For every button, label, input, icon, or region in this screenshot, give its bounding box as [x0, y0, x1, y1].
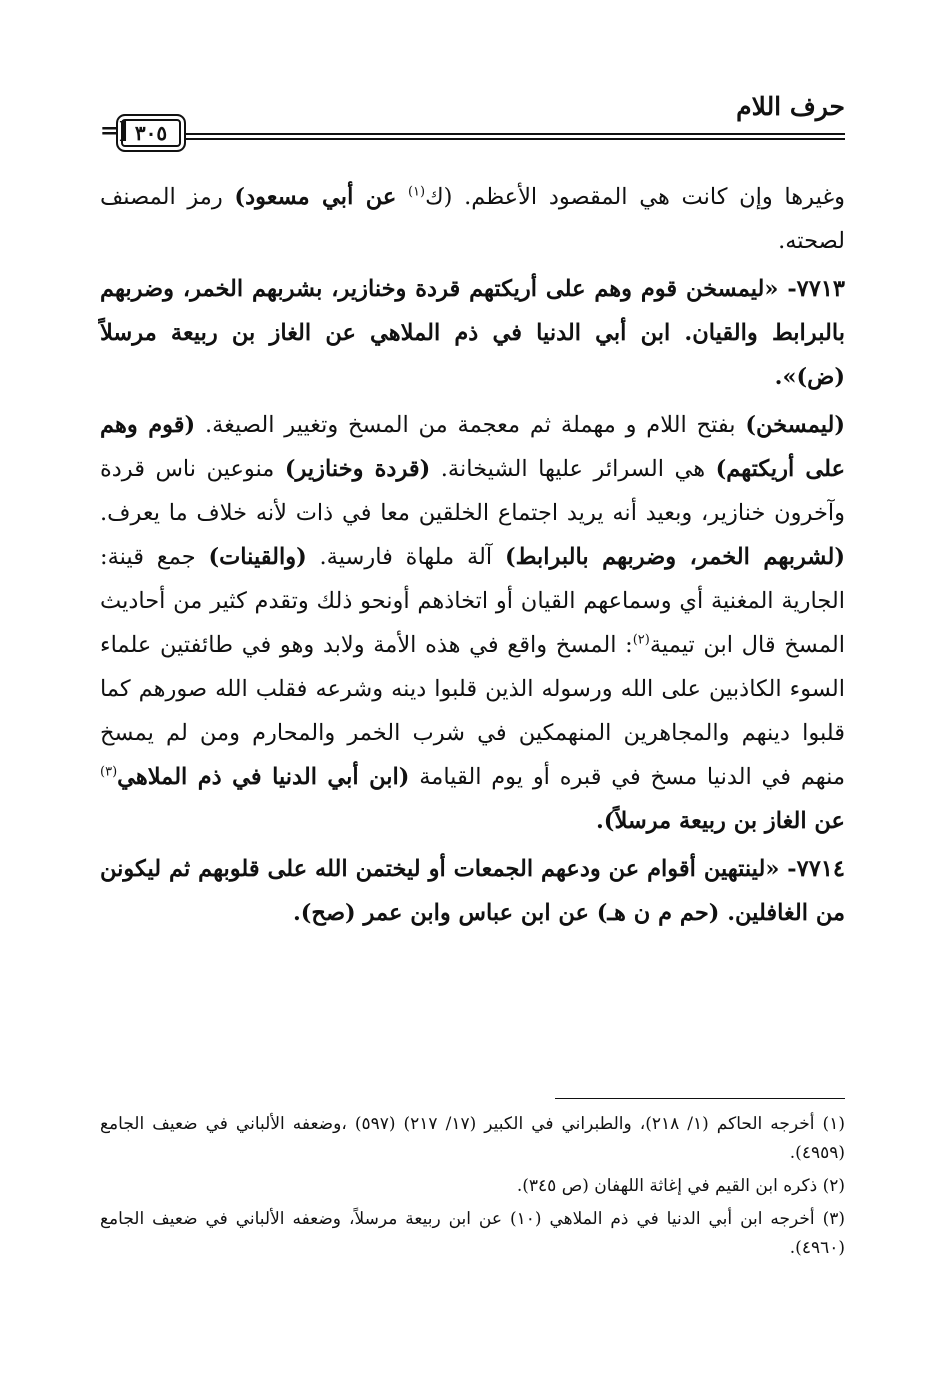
- footnote-ref-2: (٢): [632, 632, 650, 648]
- paragraph-1: وغيرها وإن كانت هي المقصود الأعظم. (ك$^{(١)}$ عن أبي مسعود) رمز المصنف لصحته.: [100, 184, 845, 254]
- page-number-ornament-icon: =]: [100, 118, 129, 144]
- footnote-ref-3: (٣): [100, 764, 118, 780]
- page-header: [100, 92, 845, 152]
- header-rule: [186, 133, 845, 135]
- footnote-ref-1: (١): [407, 184, 426, 200]
- paragraph-commentary: (ليمسخن) بفتح اللام و مهملة ثم معجمة من المسخ وتغيير الصيغة. (قوم وهم على أريكتهم) هي السرائر عليها الشيخانة. (قردة وخنازير) منوعين ناس قردة وآخرون خنازير، وبعيد أنه يريد اجتماع الخلقين معا في ذات لأنه خلاف ما يعرف. (لشربهم الخمر، وضربهم بالبرابط) آلة ملهاة فارسية. (والقينات) جمع قينة: الجارية المغنية أي وسماعهم القيان أو اتخاذهم أونحو ذلك وتقدم كثير من أحاديث المسخ قال ابن تيمية$^{(٢)}$: المسخ واقع في هذه الأمة ولابد وهو في طائفتين علماء السوء الكاذبين على الله ورسوله الذين قلبوا دينه وشرعه فقلب الله صورهم كما قلبوا دينهم والمجاهرين المنهمكين في شرب الخمر والمحارم ومن لم يمسخ منهم في الدنيا مسخ في قبره أو يوم القيامة (ابن أبي الدنيا في ذم الملاهي$^{(٣)}$ عن الغاز بن ربيعة مرسلاً).: [100, 412, 846, 834]
- footnote-separator: [555, 1098, 845, 1099]
- page-number: ٣٠٥: [116, 114, 186, 152]
- hadith-7714: ٧٧١٤- «لينتهين أقوام عن ودعهم الجمعات أو ليختمن الله على قلوبهم ثم ليكونن من الغافلين. (حم م ن هـ) عن ابن عباس وابن عمر (صح).: [100, 856, 845, 926]
- footnote-1: (١) أخرجه الحاكم (١/ ٢١٨)، والطبراني في الكبير (١٧/ ٢١٧) (٥٩٧) ،وضعفه الألباني في ضعيف الجامع (٤٩٥٩).: [100, 1114, 845, 1163]
- main-text: [100, 175, 845, 939]
- footnote-2: (٢) ذكره ابن القيم في إغاثة اللهفان (ص ٣٤٥).: [516, 1176, 845, 1196]
- header-rule-double: [186, 138, 845, 140]
- section-title: حرف اللام: [736, 92, 845, 121]
- footnote-3: (٣) أخرجه ابن أبي الدنيا في ذم الملاهي (١٠) عن ابن ربيعة مرسلاً، وضعفه الألباني في ضعيف الجامع (٤٩٦٠).: [100, 1209, 845, 1258]
- footnotes: [100, 1110, 845, 1267]
- hadith-7713: ٧٧١٣- «ليمسخن قوم وهم على أريكتهم قردة وخنازير، بشربهم الخمر، وضربهم بالبرابط والقيان. ابن أبي الدنيا في ذم الملاهي عن الغاز بن ربيعة مرسلاً (ض)».: [100, 276, 845, 390]
